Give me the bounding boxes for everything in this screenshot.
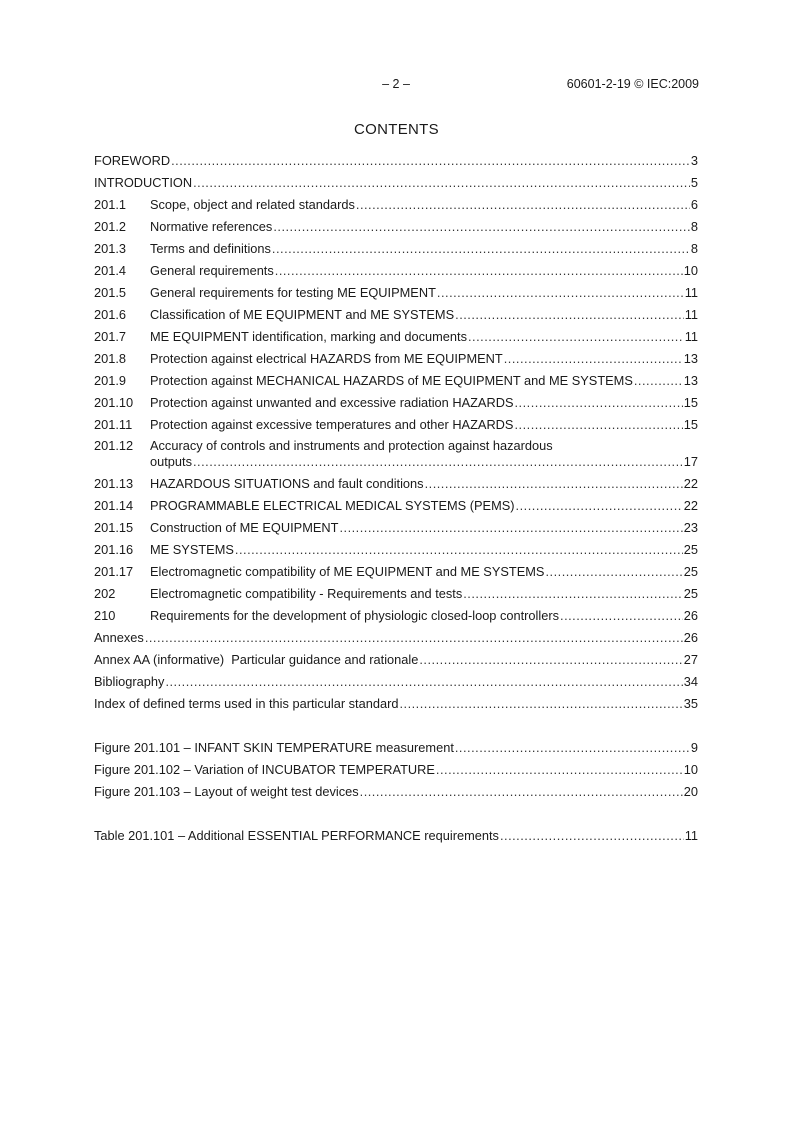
toc-entry[interactable]	[94, 517, 698, 539]
figure-entry[interactable]	[94, 781, 698, 803]
toc-number: 201.10	[94, 395, 134, 410]
toc-label: FOREWORD	[94, 153, 171, 168]
dot-leader	[165, 673, 682, 691]
toc-label: Normative references	[150, 219, 273, 234]
toc-page: 11	[684, 329, 698, 344]
toc-number: 201.2	[94, 219, 127, 234]
toc-number: 201.17	[94, 564, 134, 579]
toc-entry-annex-aa[interactable]	[94, 649, 698, 671]
toc-number: 201.13	[94, 476, 134, 491]
toc-number: 210	[94, 608, 116, 623]
toc-page: 25	[683, 542, 698, 557]
toc-label: Protection against MECHANICAL HAZARDS of ME EQUIPMENT and ME SYSTEMS	[150, 373, 633, 388]
toc-number: 201.6	[94, 307, 127, 322]
toc-page: 23	[683, 520, 698, 535]
page-number: – 2 –	[382, 77, 410, 91]
toc-page: 5	[690, 175, 698, 190]
dot-leader	[272, 240, 690, 258]
toc-entry-annexes[interactable]	[94, 627, 698, 649]
toc-label: ME EQUIPMENT identification, marking and documents	[150, 329, 467, 344]
dot-leader	[193, 174, 690, 192]
toc-entry-bibliography[interactable]	[94, 671, 698, 693]
figure-page: 9	[690, 740, 698, 755]
toc-number: 201.7	[94, 329, 127, 344]
toc-label: HAZARDOUS SITUATIONS and fault conditions	[150, 476, 424, 491]
toc-label: General requirements for testing ME EQUIPMENT	[150, 285, 436, 300]
toc-page: 10	[683, 263, 698, 278]
toc-entry[interactable]	[94, 348, 698, 370]
dot-leader	[360, 783, 683, 801]
toc-page: 22	[683, 498, 698, 513]
figure-label: Figure 201.103 – Layout of weight test devices	[94, 784, 359, 799]
toc-entry-index[interactable]	[94, 693, 698, 715]
toc-page: 6	[690, 197, 698, 212]
toc-number: 201.5	[94, 285, 127, 300]
dot-leader	[436, 761, 683, 779]
dot-leader	[193, 453, 683, 471]
dot-leader	[425, 475, 683, 493]
toc-label: Accuracy of controls and instruments and protection against hazardous	[150, 438, 553, 453]
toc-page: 26	[683, 630, 698, 645]
contents-title: CONTENTS	[354, 121, 439, 138]
toc-number: 201.11	[94, 417, 133, 432]
dot-leader	[339, 519, 682, 537]
toc-entry[interactable]	[94, 436, 698, 473]
toc-number: 201.12	[94, 438, 134, 453]
toc-page: 15	[683, 395, 698, 410]
toc-label: Index of defined terms used in this particular standard	[94, 696, 399, 711]
toc-entry[interactable]	[94, 392, 698, 414]
figure-label: Figure 201.101 – INFANT SKIN TEMPERATURE measurement	[94, 740, 454, 755]
dot-leader	[437, 284, 684, 302]
toc-entry-introduction[interactable]	[94, 172, 698, 194]
toc-entry[interactable]	[94, 539, 698, 561]
toc-entry[interactable]	[94, 304, 698, 326]
toc-entry[interactable]	[94, 605, 698, 627]
dot-leader	[356, 196, 690, 214]
toc-entry[interactable]	[94, 216, 698, 238]
toc-entry[interactable]	[94, 238, 698, 260]
toc-entry-foreword[interactable]	[94, 150, 698, 172]
toc-number: 202	[94, 586, 116, 601]
toc-entry[interactable]	[94, 561, 698, 583]
toc-label: Requirements for the development of physiologic closed-loop controllers	[150, 608, 560, 623]
table-entry[interactable]	[94, 825, 698, 847]
dot-leader	[455, 306, 684, 324]
toc-label: Scope, object and related standards	[150, 197, 355, 212]
dot-leader	[463, 585, 683, 603]
toc-number: 201.1	[94, 197, 127, 212]
toc-entry-continuation	[94, 453, 698, 471]
toc-label: Annex AA (informative) Particular guidance and rationale	[94, 652, 419, 667]
section-gap	[94, 803, 698, 825]
toc-label: Classification of ME EQUIPMENT and ME SYSTEMS	[150, 307, 455, 322]
toc-entry[interactable]	[94, 495, 698, 517]
toc-page: 17	[683, 454, 698, 469]
toc-label: Electromagnetic compatibility of ME EQUIPMENT and ME SYSTEMS	[150, 564, 545, 579]
toc-number: 201.3	[94, 241, 127, 256]
toc-entry-line	[94, 438, 698, 453]
figure-entry[interactable]	[94, 759, 698, 781]
toc-label: Protection against electrical HAZARDS from ME EQUIPMENT	[150, 351, 503, 366]
table-label: Table 201.101 – Additional ESSENTIAL PERFORMANCE requirements	[94, 828, 499, 843]
dot-leader	[468, 328, 684, 346]
toc-number: 201.15	[94, 520, 134, 535]
figure-label: Figure 201.102 – Variation of INCUBATOR TEMPERATURE	[94, 762, 435, 777]
toc-label: PROGRAMMABLE ELECTRICAL MEDICAL SYSTEMS (PEMS)	[150, 498, 515, 513]
toc-entry[interactable]	[94, 326, 698, 348]
toc-page: 8	[690, 219, 698, 234]
section-gap	[94, 715, 698, 737]
figure-entry[interactable]	[94, 737, 698, 759]
dot-leader	[516, 497, 683, 515]
dot-leader	[275, 262, 683, 280]
dot-leader	[560, 607, 683, 625]
toc-number: 201.8	[94, 351, 127, 366]
toc-page: 3	[690, 153, 698, 168]
toc-number: 201.14	[94, 498, 134, 513]
toc-page: 34	[683, 674, 698, 689]
dot-leader	[504, 350, 683, 368]
toc-entry[interactable]	[94, 282, 698, 304]
toc-label: ME SYSTEMS	[150, 542, 234, 557]
toc-page: 13	[683, 373, 698, 388]
toc-label: INTRODUCTION	[94, 175, 193, 190]
figure-page: 20	[683, 784, 698, 799]
standard-reference: 60601-2-19 © IEC:2009	[566, 77, 699, 91]
toc-label: Protection against excessive temperatures and other HAZARDS	[150, 417, 514, 432]
dot-leader	[500, 827, 684, 845]
dot-leader	[634, 372, 683, 390]
toc-label-continuation: outputs	[150, 454, 192, 469]
dot-leader	[419, 651, 682, 669]
toc-label: Electromagnetic compatibility - Requirements and tests	[150, 586, 463, 601]
toc-label: Annexes	[94, 630, 144, 645]
toc-page: 11	[684, 285, 698, 300]
toc-page: 25	[683, 586, 698, 601]
dot-leader	[273, 218, 690, 236]
toc-page: 27	[683, 652, 698, 667]
toc-label: Terms and definitions	[150, 241, 271, 256]
toc-label: Construction of ME EQUIPMENT	[150, 520, 339, 535]
dot-leader	[145, 629, 683, 647]
toc-page: 22	[683, 476, 698, 491]
dot-leader	[235, 541, 683, 559]
toc-entry[interactable]	[94, 473, 698, 495]
toc-page: 13	[683, 351, 698, 366]
dot-leader	[545, 563, 682, 581]
toc-number: 201.4	[94, 263, 127, 278]
toc-entry[interactable]	[94, 414, 698, 436]
toc-entry[interactable]	[94, 194, 698, 216]
table-page: 11	[684, 828, 698, 843]
toc-label: Protection against unwanted and excessive radiation HAZARDS	[150, 395, 514, 410]
dot-leader	[515, 394, 683, 412]
dot-leader	[514, 416, 682, 434]
toc-entry[interactable]	[94, 260, 698, 282]
toc-number: 201.16	[94, 542, 134, 557]
toc-entry[interactable]	[94, 583, 698, 605]
toc-page: 11	[684, 307, 698, 322]
toc-number: 201.9	[94, 373, 127, 388]
table-of-contents	[94, 150, 698, 847]
toc-label: Bibliography	[94, 674, 165, 689]
dot-leader	[455, 739, 690, 757]
toc-page: 15	[683, 417, 698, 432]
toc-entry[interactable]	[94, 370, 698, 392]
toc-page: 25	[683, 564, 698, 579]
toc-page: 35	[683, 696, 698, 711]
toc-page: 26	[683, 608, 698, 623]
figure-page: 10	[683, 762, 698, 777]
toc-page: 8	[690, 241, 698, 256]
toc-label: General requirements	[150, 263, 274, 278]
dot-leader	[399, 695, 682, 713]
dot-leader	[171, 152, 690, 170]
